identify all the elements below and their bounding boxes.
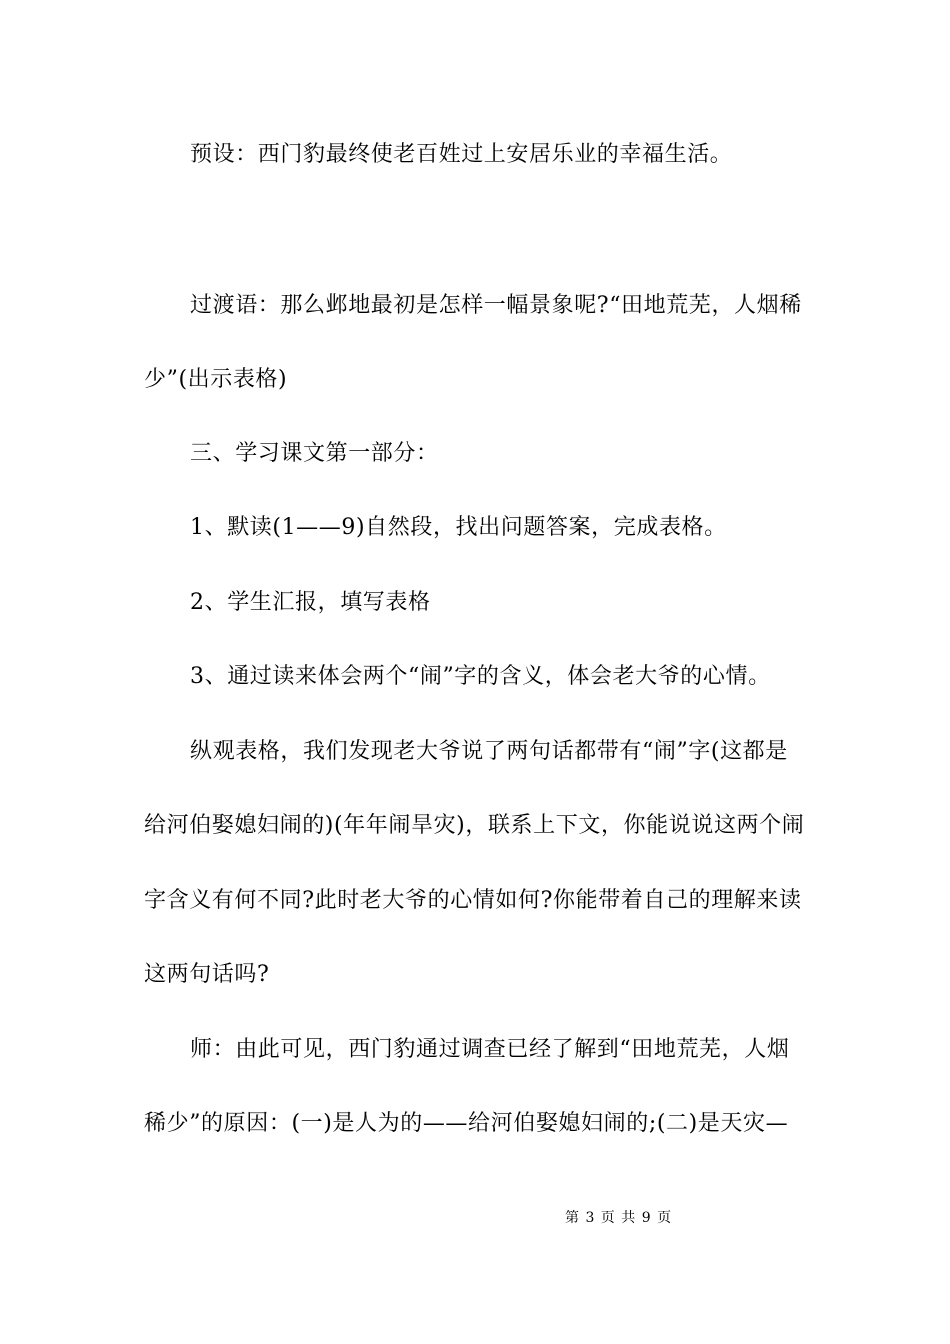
paragraph-transition-line-1: 过渡语：那么邺地最初是怎样一幅景象呢?“田地荒芜，人烟稀 — [190, 293, 802, 318]
paragraph-overview-line-1: 纵观表格，我们发现老大爷说了两句话都带有“闹”字(这都是 — [190, 739, 788, 764]
page-number-footer: 第 3 页 共 9 页 — [565, 1210, 673, 1226]
paragraph-teacher-line-2: 稀少”的原因：(一)是人为的——给河伯娶媳妇闹的;(二)是天灾— — [144, 1111, 789, 1136]
step-2: 2、学生汇报，填写表格 — [190, 590, 431, 615]
paragraph-preset: 预设：西门豹最终使老百姓过上安居乐业的幸福生活。 — [190, 142, 733, 167]
paragraph-overview-line-3: 字含义有何不同?此时老大爷的心情如何?你能带着自己的理解来读 — [144, 888, 802, 913]
paragraph-teacher-line-1: 师：由此可见，西门豹通过调查已经了解到“田地荒芜，人烟 — [190, 1037, 790, 1062]
paragraph-transition-line-2: 少”(出示表格) — [144, 367, 288, 392]
section-heading: 三、学习课文第一部分： — [190, 441, 439, 466]
paragraph-overview-line-4: 这两句话吗? — [144, 962, 270, 987]
step-3: 3、通过读来体会两个“闹”字的含义，体会老大爷的心情。 — [190, 664, 771, 689]
paragraph-overview-line-2: 给河伯娶媳妇闹的)(年年闹旱灾)，联系上下文，你能说说这两个闹 — [144, 813, 805, 838]
step-1: 1、默读(1——9)自然段，找出问题答案，完成表格。 — [190, 515, 727, 540]
